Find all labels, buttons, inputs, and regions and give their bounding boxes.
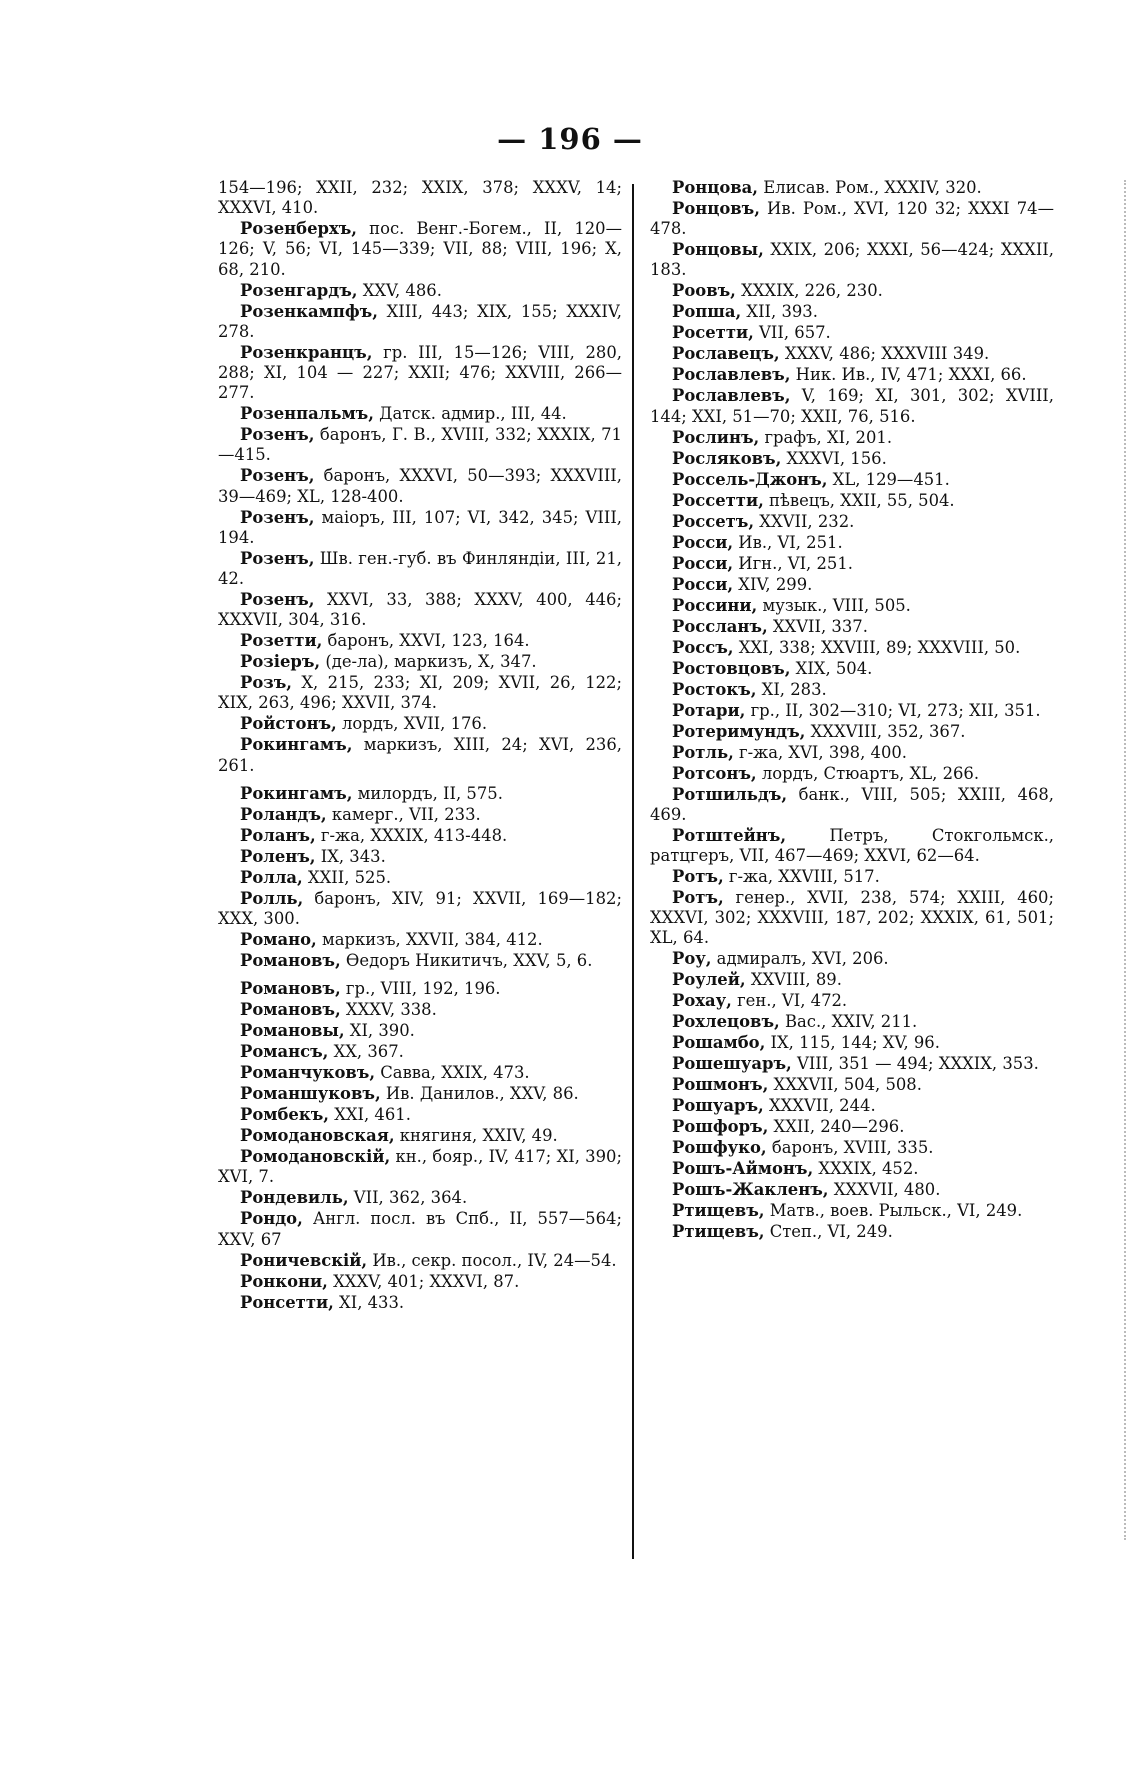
index-entry: [218, 1188, 622, 1208]
entry-headword: Ростовцовъ,: [672, 658, 791, 678]
entry-references: XXXVII, 244.: [763, 1096, 876, 1116]
entry-headword: Ромодановская,: [240, 1126, 395, 1146]
entry-references: г-жа, XXXIX, 413-448.: [315, 825, 508, 845]
entry-references: XXVIII, 89.: [745, 970, 842, 990]
index-entry: [218, 1251, 622, 1271]
entry-references: XXV, 486.: [357, 280, 442, 300]
entry-references: Вас., XXIV, 211.: [779, 1012, 918, 1032]
index-entry: [218, 1084, 622, 1104]
entry-references: XXVI, 33, 388; XXXV, 400, 446; XXXVII, 304, 316.: [218, 590, 622, 630]
entry-references: Матв., воев. Рыльск., VI, 249.: [764, 1201, 1023, 1221]
entry-headword: Розенъ,: [240, 548, 315, 568]
index-entry: [218, 847, 622, 867]
entry-references: баронъ, XVIII, 335.: [766, 1138, 934, 1158]
index-entry: [650, 281, 1054, 301]
index-entry: [218, 735, 622, 775]
entry-references: Ив., VI, 251.: [733, 532, 843, 552]
index-entry: [218, 784, 622, 804]
entry-references: княгиня, XXIV, 49.: [394, 1126, 558, 1146]
index-entry: [218, 281, 622, 301]
index-entry: [650, 428, 1054, 448]
entry-references: XI, 283.: [756, 679, 827, 699]
entry-references: XI, 390.: [344, 1021, 415, 1041]
index-entry: [650, 1138, 1054, 1158]
entry-references: банк., VIII, 505; XXIII, 468, 469.: [650, 784, 1054, 824]
entry-references: XXVII, 232.: [754, 511, 855, 531]
entry-headword: Россланъ,: [672, 616, 768, 636]
index-entry: [650, 659, 1054, 679]
index-entry: [218, 805, 622, 825]
entry-headword: Романовы,: [240, 1021, 345, 1041]
entry-references: XXXIX, 226, 230.: [735, 281, 883, 301]
entry-references: XXI, 338; XXVIII, 89; XXXVIII, 50.: [733, 637, 1021, 657]
index-entry: [650, 1201, 1054, 1221]
index-entry: [218, 302, 622, 342]
entry-headword: Рондевиль,: [240, 1188, 349, 1208]
index-entry: [650, 1117, 1054, 1137]
index-entry: [218, 979, 622, 999]
entry-references: XIX, 504.: [790, 658, 873, 678]
index-entry: [650, 386, 1054, 426]
entry-references: VIII, 351 — 494; XXXIX, 353.: [791, 1054, 1039, 1074]
entry-references: (де-ла), маркизъ, X, 347.: [320, 652, 537, 672]
entry-headword: Рошмонъ,: [672, 1075, 769, 1095]
entry-references: гр., II, 302—310; VI, 273; XII, 351.: [745, 700, 1041, 720]
entry-headword: Рошуаръ,: [672, 1096, 764, 1116]
index-entry: [218, 219, 622, 280]
index-entry: [650, 240, 1054, 280]
entry-references: баронъ, XXXVI, 50—393; XXXVIII, 39—469; XL, 128-400.: [218, 466, 622, 506]
index-entry: [650, 1012, 1054, 1032]
index-entry: [650, 785, 1054, 825]
entry-references: Англ. посл. въ Спб., II, 557—564; XXV, 67: [218, 1209, 622, 1249]
index-entry: [650, 970, 1054, 990]
entry-headword: Романчуковъ,: [240, 1063, 376, 1083]
entry-headword: Ротеримундъ,: [672, 721, 806, 741]
entry-references: XXXIX, 452.: [813, 1159, 919, 1179]
entry-headword: Романшуковъ,: [240, 1084, 381, 1104]
entry-headword: Романовъ,: [240, 951, 341, 971]
page-number: — 196 —: [497, 122, 643, 156]
entry-references: Шв. ген.-губ. въ Финляндіи, III, 21, 42.: [218, 548, 622, 589]
entry-headword: Ронкони,: [240, 1271, 328, 1291]
index-entry: [650, 826, 1054, 866]
entry-references: баронъ, XIV, 91; XXVII, 169—182; XXX, 300.: [218, 888, 622, 929]
index-entry: [650, 533, 1054, 553]
entry-references: Савва, XXIX, 473.: [375, 1063, 530, 1083]
index-entry: [650, 701, 1054, 721]
entry-headword: Ромодановскій,: [240, 1147, 391, 1167]
entry-references: XXII, 240—296.: [768, 1117, 905, 1137]
index-entry: [650, 512, 1054, 532]
entry-references: XXXV, 401; XXXVI, 87.: [327, 1271, 520, 1291]
entry-references: Ив., секр. посол., IV, 24—54.: [367, 1250, 617, 1270]
index-entry: [218, 1063, 622, 1083]
entry-headword: Романсъ,: [240, 1042, 329, 1062]
entry-headword: Роландъ,: [240, 804, 327, 824]
entry-headword: Ротсонъ,: [672, 763, 757, 783]
entry-headword: Розенъ,: [240, 507, 315, 527]
index-entry: [218, 652, 622, 672]
entry-headword: Розенкампфъ,: [240, 301, 378, 321]
index-entry: [650, 470, 1054, 490]
entry-headword: Розенпальмъ,: [240, 404, 374, 424]
index-entry: [650, 365, 1054, 385]
entry-headword: Романовъ,: [240, 1000, 341, 1020]
entry-headword: Роленъ,: [240, 846, 316, 866]
entry-headword: Ролла,: [240, 867, 303, 887]
entry-references: Игн., VI, 251.: [733, 553, 853, 573]
index-entry: [218, 1209, 622, 1249]
index-column-right: [650, 178, 1054, 1243]
entry-references: XL, 129—451.: [827, 469, 950, 489]
index-entry: [650, 323, 1054, 343]
entry-references: лордъ, XVII, 176.: [336, 714, 488, 734]
entry-references: XXXVI, 156.: [781, 448, 887, 468]
index-entry: [218, 1147, 622, 1187]
index-entry: [650, 638, 1054, 658]
index-entry: [650, 1180, 1054, 1200]
entry-headword: Ртищевъ,: [672, 1222, 765, 1242]
index-entry: [650, 554, 1054, 574]
index-entry: [650, 491, 1054, 511]
entry-headword: Ромбекъ,: [240, 1105, 329, 1125]
index-entry: [650, 1033, 1054, 1053]
entry-references: ген., VI, 472.: [731, 991, 848, 1011]
entry-references: милордъ, II, 575.: [352, 783, 503, 803]
entry-headword: Розетти,: [240, 631, 323, 651]
entry-references: XIV, 299.: [733, 574, 813, 594]
entry-headword: Росси,: [672, 553, 734, 573]
index-entry: [218, 930, 622, 950]
entry-references: г-жа, XVI, 398, 400.: [733, 742, 908, 762]
index-entry: [218, 1272, 622, 1292]
entry-references: XXVII, 337.: [767, 616, 868, 636]
entry-headword: Розенъ,: [240, 590, 315, 610]
entry-headword: Ройстонъ,: [240, 714, 337, 734]
entry-headword: Роу,: [672, 949, 712, 969]
entry-headword: Рошамбо,: [672, 1033, 766, 1053]
index-entry: [650, 344, 1054, 364]
entry-headword: Рошешуаръ,: [672, 1054, 792, 1074]
entry-references: Петръ, Стокгольмск., ратцгеръ, VII, 467—469; XXVI, 62—64.: [650, 825, 1054, 866]
entry-headword: Романовъ,: [240, 979, 341, 999]
entry-references: графъ, XI, 201.: [759, 427, 893, 447]
index-column-left: [218, 178, 622, 1314]
entry-headword: Ротль,: [672, 742, 734, 762]
entry-references: XXXVII, 504, 508.: [768, 1075, 922, 1095]
index-entry: [650, 575, 1054, 595]
entry-references: XIII, 443; XIX, 155; XXXIV, 278.: [218, 301, 622, 341]
entry-references: пѣвецъ, XXII, 55, 504.: [763, 490, 955, 510]
index-entry: [218, 549, 622, 589]
index-entry: [650, 1075, 1054, 1095]
entry-headword: Росетти,: [672, 323, 754, 343]
entry-headword: Роовъ,: [672, 281, 736, 301]
entry-headword: Ронцовы,: [672, 240, 764, 260]
entry-references: VII, 657.: [753, 323, 831, 343]
entry-references: гр., VIII, 192, 196.: [340, 979, 501, 999]
entry-headword: Росси,: [672, 532, 734, 552]
index-entry: [650, 449, 1054, 469]
entry-references: баронъ, XXVI, 123, 164.: [322, 631, 530, 651]
index-entry: [650, 178, 1054, 198]
entry-headword: Романо,: [240, 930, 317, 950]
entry-references: XXI, 461.: [328, 1105, 411, 1125]
index-entry: [218, 1293, 622, 1313]
index-entry: [650, 764, 1054, 784]
index-entry: [218, 343, 622, 404]
index-entry: [218, 631, 622, 651]
entry-headword: Ротштейнъ,: [672, 825, 787, 845]
entry-references: XXXVII, 480.: [828, 1180, 941, 1200]
entry-references: Ѳедоръ Никитичъ, XXV, 5, 6.: [340, 951, 593, 971]
index-entry: [650, 596, 1054, 616]
entry-references: XXII, 525.: [302, 867, 392, 887]
entry-references: V, 169; XI, 301, 302; XVIII, 144; XXI, 51—70; XXII, 76, 516.: [650, 386, 1054, 426]
index-entry: [218, 868, 622, 888]
entry-headword: Розенкранцъ,: [240, 342, 373, 362]
entry-references: лордъ, Стюартъ, XL, 266.: [756, 763, 980, 783]
index-entry: [218, 425, 622, 465]
index-entry: [650, 867, 1054, 887]
entry-references: гр. III, 15—126; VIII, 280, 288; XI, 104 — 227; XXII; 476; XXVIII, 266—277.: [218, 342, 622, 403]
index-entry: [650, 1222, 1054, 1242]
index-entry: [218, 1105, 622, 1125]
entry-references: IX, 343.: [315, 846, 386, 866]
entry-references: XXIX, 206; XXXI, 56—424; XXXII, 183.: [650, 240, 1054, 280]
index-entry: [218, 889, 622, 929]
entry-headword: Россетти,: [672, 490, 764, 510]
index-entry: [218, 826, 622, 846]
entry-references: маркизъ, XIII, 24; XVI, 236, 261.: [218, 735, 622, 775]
index-entry: [218, 508, 622, 548]
entry-references: маркизъ, XXVII, 384, 412.: [316, 930, 543, 950]
entry-references: XXXV, 486; XXXVIII 349.: [779, 344, 990, 364]
entry-references: пос. Венг.-Богем., II, 120—126; V, 56; VI, 145—339; VII, 88; VIII, 196; X, 68, 210.: [218, 219, 622, 279]
entry-references: XII, 393.: [741, 302, 818, 322]
entry-headword: Ротъ,: [672, 888, 724, 908]
entry-references: X, 215, 233; XI, 209; XVII, 26, 122; XIX, 263, 496; XXVII, 374.: [218, 673, 622, 713]
index-entry: [650, 1096, 1054, 1116]
entry-references: Елисав. Ром., XXXIV, 320.: [758, 178, 982, 197]
entry-headword: Ротъ,: [672, 867, 724, 887]
entry-headword: Ронцова,: [672, 178, 759, 197]
entry-references: Степ., VI, 249.: [764, 1222, 893, 1242]
index-entry: [218, 590, 622, 630]
entry-headword: Рокингамъ,: [240, 735, 353, 755]
column-divider: [632, 184, 634, 1559]
entry-headword: Рошъ-Аймонъ,: [672, 1159, 814, 1179]
entry-headword: Розъ,: [240, 673, 292, 693]
entry-references: XXXVIII, 352, 367.: [805, 721, 966, 741]
entry-headword: Ролль,: [240, 888, 304, 908]
entry-headword: Ротари,: [672, 700, 746, 720]
index-entry: [218, 1000, 622, 1020]
entry-headword: Рокингамъ,: [240, 783, 353, 803]
index-entry: [650, 888, 1054, 949]
entry-references: Ив. Ром., XVI, 120 32; XXXI 74—478.: [650, 199, 1054, 239]
entry-references: IX, 115, 144; XV, 96.: [765, 1033, 940, 1053]
entry-headword: Рохау,: [672, 991, 732, 1011]
entry-headword: Ртищевъ,: [672, 1201, 765, 1221]
entry-headword: Россель-Джонъ,: [672, 469, 828, 489]
index-entry: [650, 199, 1054, 239]
entry-references: XX, 367.: [328, 1042, 404, 1062]
entry-headword: Рославлевъ,: [672, 386, 791, 406]
entry-headword: Ронцовъ,: [672, 199, 760, 218]
entry-headword: Рославлевъ,: [672, 365, 791, 385]
entry-headword: Ротшильдъ,: [672, 784, 788, 804]
index-entry: [650, 949, 1054, 969]
entry-references: генер., XVII, 238, 574; XXIII, 460; XXXVI, 302; XXXVIII, 187, 202; XXXIX, 61, 501; XL, 64.: [650, 888, 1054, 948]
entry-references: XXXV, 338.: [340, 1000, 437, 1020]
entry-headword: Россъ,: [672, 637, 734, 657]
index-entry: [218, 466, 622, 506]
entry-headword: Рослинъ,: [672, 427, 760, 447]
index-entry: [650, 1054, 1054, 1074]
entry-references: баронъ, Г. В., XVIII, 332; XXXIX, 71—415.: [218, 425, 622, 465]
entry-headword: Рошфуко,: [672, 1138, 767, 1158]
index-entry: [218, 404, 622, 424]
entry-headword: Рославецъ,: [672, 344, 780, 364]
entry-references: Датск. адмир., III, 44.: [373, 404, 567, 424]
index-entry: [650, 1159, 1054, 1179]
entry-references: кн., бояр., IV, 417; XI, 390; XVI, 7.: [218, 1147, 622, 1187]
entry-headword: Рондо,: [240, 1209, 303, 1229]
entry-references: г-жа, XXVIII, 517.: [723, 867, 880, 887]
entry-references: Ник. Ив., IV, 471; XXXI, 66.: [790, 365, 1027, 385]
entry-headword: Рошъ-Жакленъ,: [672, 1180, 829, 1200]
entry-headword: Розенъ,: [240, 466, 315, 486]
index-entry: [650, 617, 1054, 637]
index-entry: [650, 302, 1054, 322]
index-entry: [218, 1042, 622, 1062]
entry-headword: Росляковъ,: [672, 448, 782, 468]
entry-headword: Роланъ,: [240, 825, 316, 845]
entry-references: 154—196; XXII, 232; XXIX, 378; XXXV, 14; XXXVI, 410.: [218, 178, 622, 218]
entry-references: XI, 433.: [333, 1292, 405, 1312]
index-entry: [650, 991, 1054, 1011]
entry-headword: Ропша,: [672, 302, 742, 322]
entry-references: адмиралъ, XVI, 206.: [711, 949, 889, 969]
index-entry: [218, 673, 622, 713]
entry-headword: Рохлецовъ,: [672, 1012, 780, 1032]
entry-headword: Росси,: [672, 574, 734, 594]
index-entry: [218, 178, 622, 218]
entry-references: маіоръ, III, 107; VI, 342, 345; VIII, 194.: [218, 507, 622, 547]
entry-headword: Роулей,: [672, 970, 746, 990]
entry-headword: Розенберхъ,: [240, 219, 358, 239]
entry-references: Ив. Данилов., XXV, 86.: [380, 1084, 579, 1104]
index-entry: [218, 1126, 622, 1146]
entry-headword: Ростокъ,: [672, 679, 757, 699]
index-entry: [218, 714, 622, 734]
entry-headword: Ронсетти,: [240, 1292, 334, 1312]
entry-references: VII, 362, 364.: [348, 1188, 468, 1208]
entry-headword: Розенъ,: [240, 425, 315, 445]
entry-headword: Россетъ,: [672, 511, 755, 531]
entry-headword: Роничевскій,: [240, 1250, 368, 1270]
entry-headword: Розенгардъ,: [240, 280, 358, 300]
entry-references: музык., VIII, 505.: [757, 595, 911, 615]
index-entry: [650, 743, 1054, 763]
page-edge-shadow: [1122, 180, 1126, 1540]
index-entry: [650, 722, 1054, 742]
index-entry: [218, 951, 622, 971]
index-entry: [650, 680, 1054, 700]
entry-headword: Рошфоръ,: [672, 1117, 769, 1137]
entry-references: камерг., VII, 233.: [326, 804, 481, 824]
entry-headword: Розіеръ,: [240, 652, 321, 672]
index-entry: [218, 1021, 622, 1041]
entry-headword: Россини,: [672, 595, 758, 615]
